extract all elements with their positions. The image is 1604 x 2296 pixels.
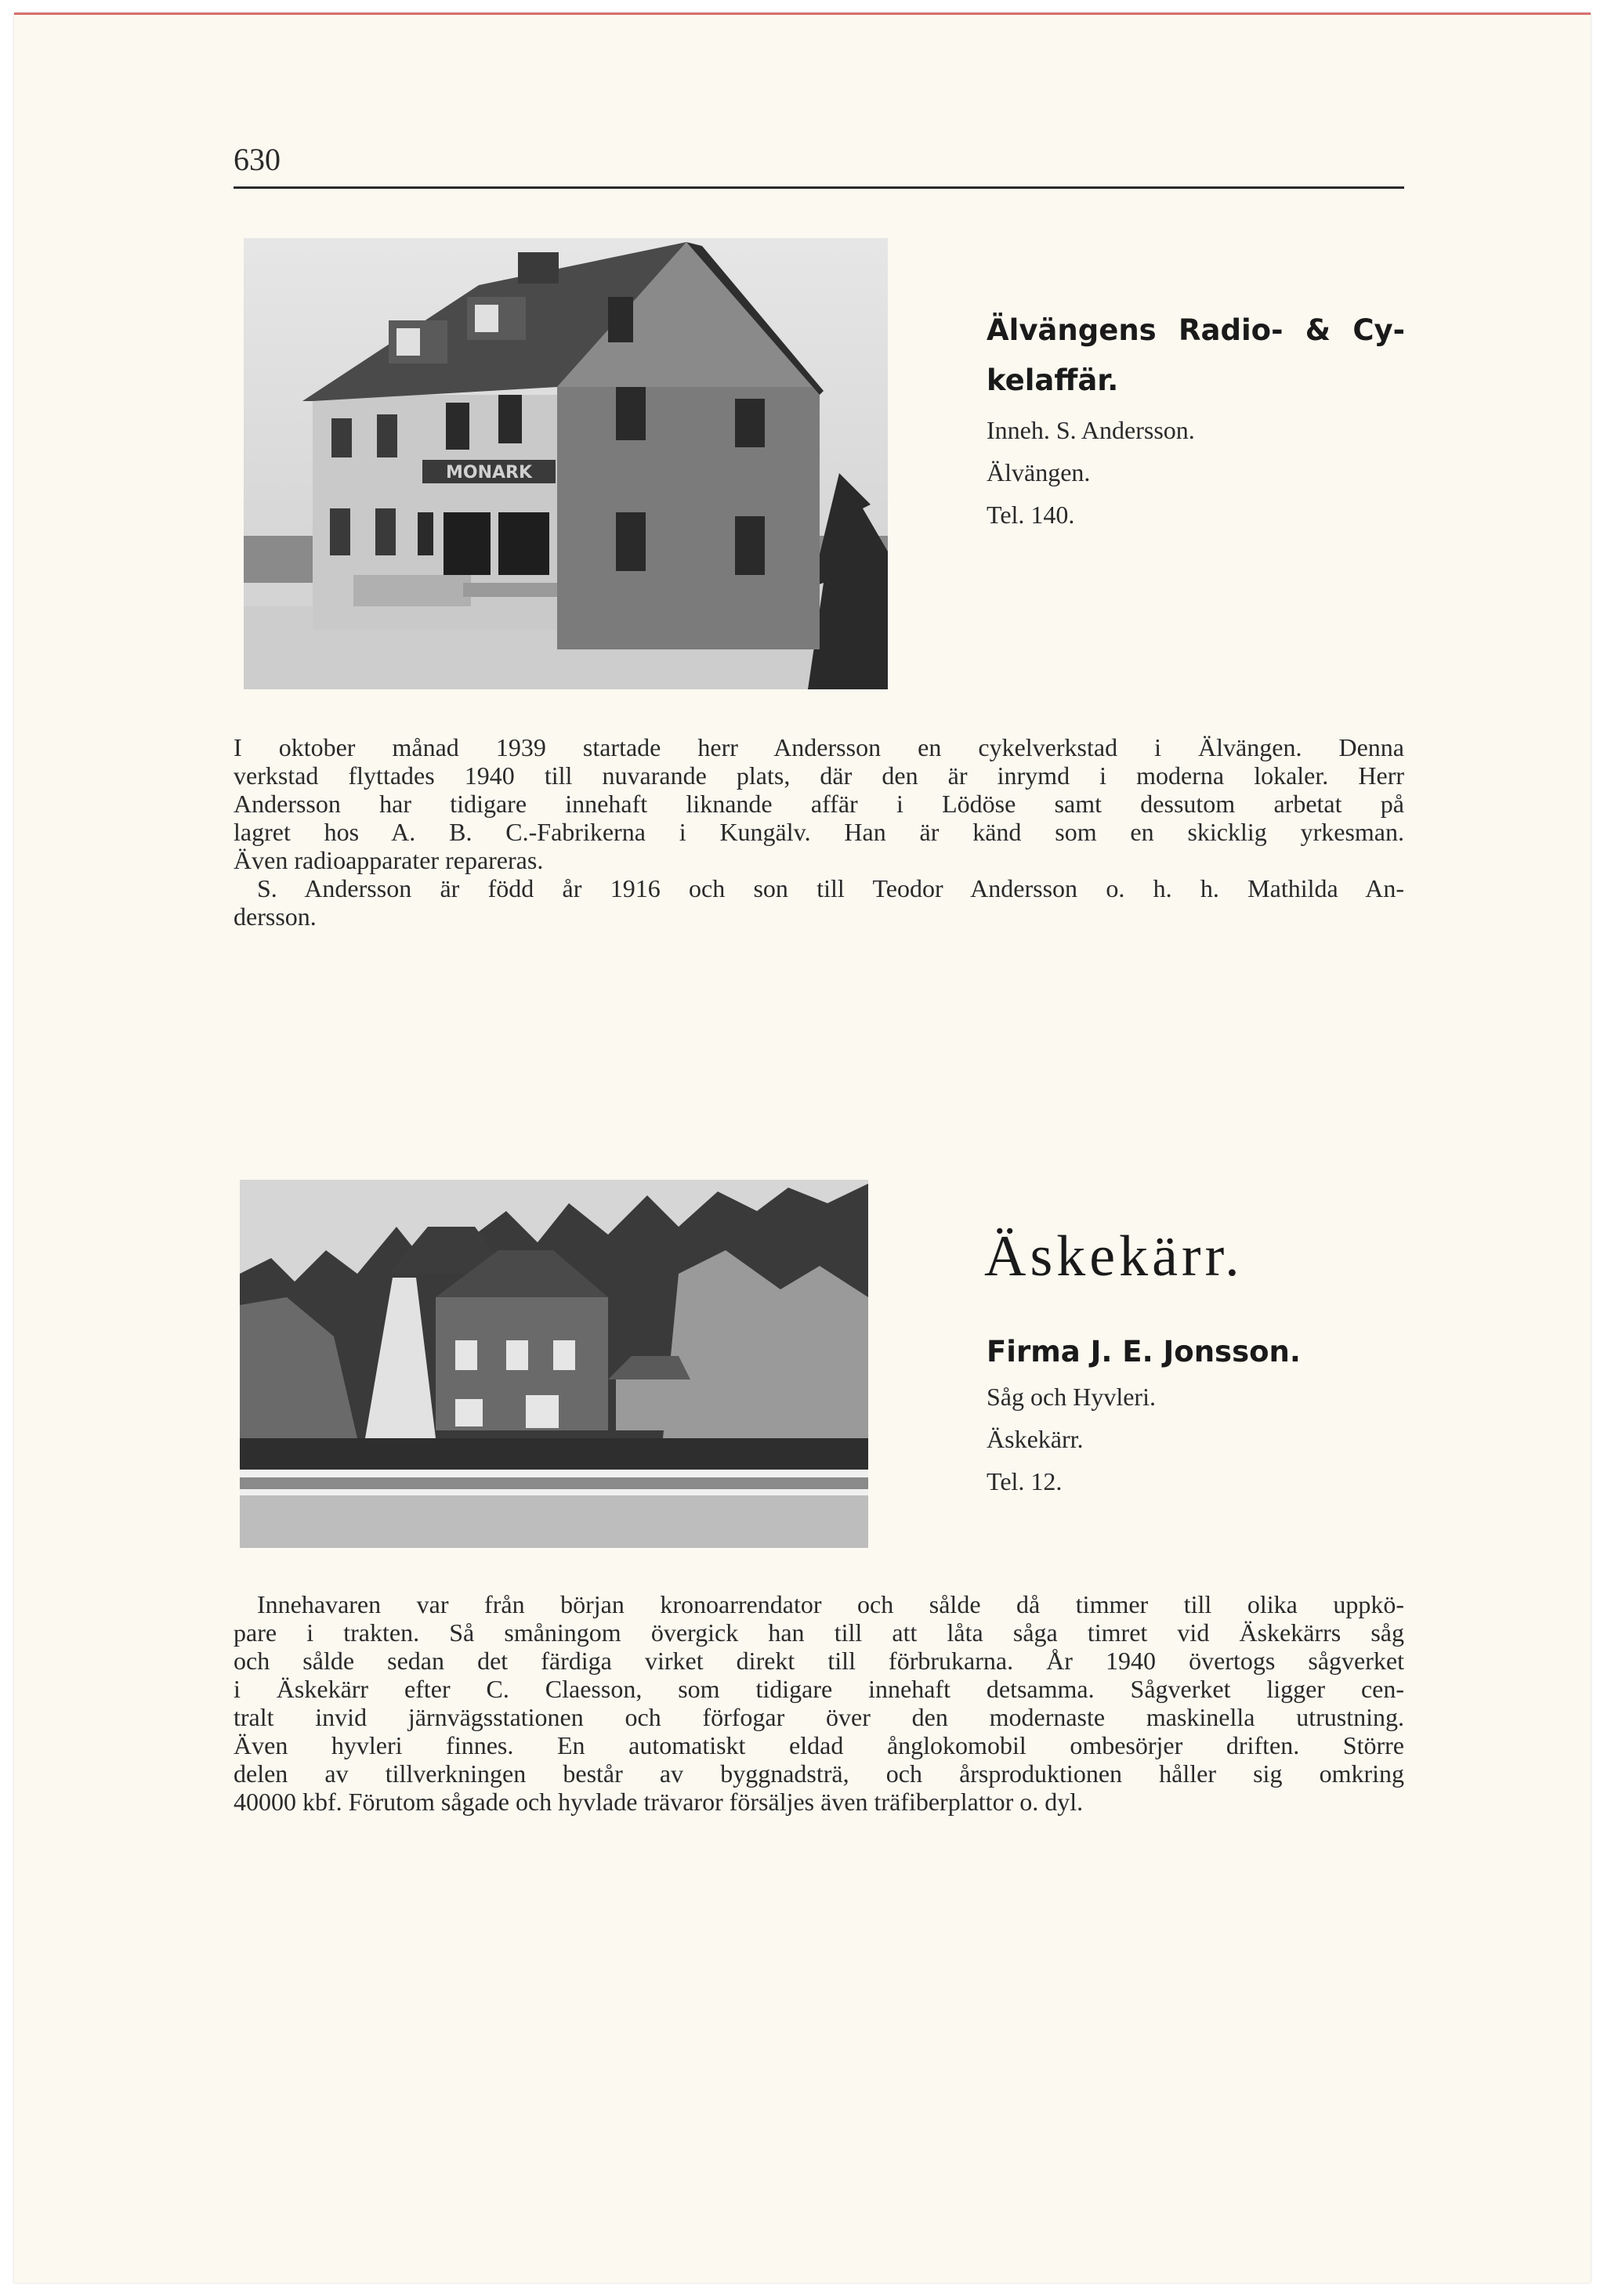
text-line: verkstad flyttades 1940 till nuvarande plats, där den är inrymd i moderna lokaler. Herr	[234, 761, 1404, 790]
text-line: Andersson har tidigare innehaft liknande affär i Lödöse samt dessutom arbetat på	[234, 790, 1404, 818]
text-line: Även radioapparater repareras.	[234, 846, 544, 874]
shop-building-photo	[244, 238, 888, 689]
page-edge-line	[14, 13, 1591, 15]
place-heading: Äskekärr.	[984, 1224, 1244, 1289]
firm-details	[987, 1376, 1156, 1502]
owner-line: Inneh. S. Andersson.	[987, 416, 1195, 444]
text-line: 40000 kbf. Förutom sågade och hyvlade trävaror försäljes även träfiberplattor o. dyl.	[234, 1788, 1084, 1816]
text-line: S. Andersson är född år 1916 och son till Teodor Andersson o. h. h. Mathilda An-	[257, 874, 1404, 902]
shop-sign-text: MONARK	[445, 463, 533, 483]
phone-line: Tel. 12.	[987, 1467, 1063, 1495]
page-number: 630	[234, 142, 281, 177]
location-line: Älvängen.	[987, 458, 1091, 486]
firm-description	[234, 1590, 1404, 1816]
business-line: Såg och Hyvleri.	[987, 1383, 1156, 1411]
firm-details	[987, 409, 1195, 536]
firm-description	[234, 733, 1404, 931]
text-line: lagret hos A. B. C.-Fabrikerna i Kungälv. Han är känd som en skicklig yrkesman.	[234, 818, 1404, 846]
firm-name-line-2: kelaffär.	[987, 363, 1119, 397]
house-photo	[240, 1180, 868, 1548]
text-line: pare i trakten. Så småningom övergick han till att låta såga timret vid Äskekärrs såg	[234, 1618, 1404, 1647]
header-rule	[234, 186, 1404, 189]
text-line: och sålde sedan det färdiga virket direkt till förbrukarna. År 1940 övertogs sågverket	[234, 1647, 1404, 1675]
text-line: Även hyvleri finnes. En automatiskt eldad ånglokomobil ombesörjer driften. Större	[234, 1731, 1404, 1759]
text-line: Innehavaren var från början kronoarrendator och sålde då timmer till olika uppkö-	[257, 1590, 1404, 1618]
text-line: tralt invid järnvägsstationen och förfogar över den modernaste maskinella utrustning.	[234, 1703, 1404, 1731]
text-line: dersson.	[234, 902, 317, 931]
text-line: delen av tillverkningen består av byggnadsträ, och årsproduktionen håller sig omkring	[234, 1759, 1404, 1788]
location-line: Äskekärr.	[987, 1425, 1084, 1453]
firm-name-line-1: Älvängens Radio- & Cy-	[987, 313, 1405, 347]
text-line: i Äskekärr efter C. Claesson, som tidigare innehaft detsamma. Sågverket ligger cen-	[234, 1675, 1404, 1703]
firm-name: Firma J. E. Jonsson.	[987, 1335, 1301, 1369]
text-line: I oktober månad 1939 startade herr Andersson en cykelverkstad i Älvängen. Denna	[234, 733, 1404, 761]
phone-line: Tel. 140.	[987, 501, 1075, 529]
